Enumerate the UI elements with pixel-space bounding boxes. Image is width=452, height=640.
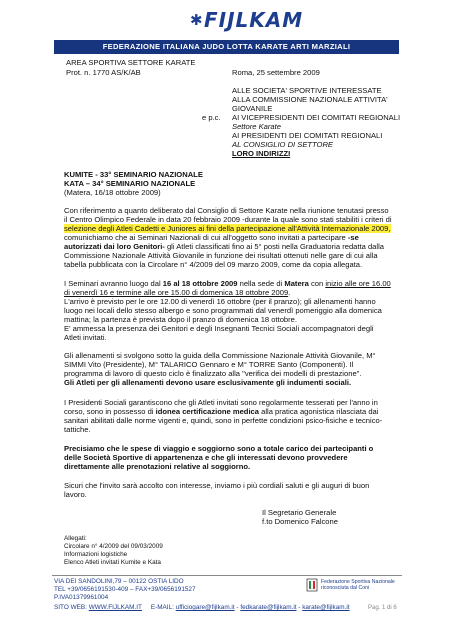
body-line: sanitari abilitati dalle norme vigenti e, quindi, sono in perfette condizioni psico-fisiche e tecnico- xyxy=(64,416,383,425)
email-link[interactable]: fedkarate@fijlkam.it xyxy=(240,604,297,611)
body-line: I Seminari avranno luogo dal 16 al 18 ottobre 2009 nella sede di Matera con inizio alle ore 16.00 xyxy=(64,279,391,288)
body-line: delle Società Sportive di appartenenza e che gli interessati devono provvedere xyxy=(64,453,348,462)
recipient-line: ALLE SOCIETA' SPORTIVE INTERESSATE xyxy=(232,86,382,95)
coni-label: riconosciuta dal Coni xyxy=(321,585,370,591)
email-link[interactable]: ufficiogare@fijlkam.it xyxy=(175,604,235,611)
body-line: corso, sono in possesso di idonea certificazione medica alla pratica agonistica rilasciata dai xyxy=(64,407,379,416)
footer-contacts: SITO WEB: WWW.FIJLKAM.IT E-MAIL: ufficiogare@fijlkam.it - fedkarate@fijlkam.it - karate@fijlkam.it xyxy=(54,604,350,611)
coni-label: Federazione Sportiva Nazionale xyxy=(321,579,395,585)
body-line: Gli allenamenti si svolgono sotto la guida della Commissione Nazionale Attività Giovanile, M° xyxy=(64,351,376,360)
attachments-title: Allegati: xyxy=(64,535,87,542)
footer-divider xyxy=(52,575,402,576)
attachment-item: Circolare n° 4/2009 del 09/03/2009 xyxy=(64,543,163,550)
coni-logo-icon xyxy=(306,578,318,592)
logo-text: FIJLKAM xyxy=(204,8,304,32)
email-link[interactable]: karate@fijlkam.it xyxy=(302,604,350,611)
body-line: I Presidenti Sociali garantiscono che gli Atleti invitati sono regolarmente tesserati per l'anno in xyxy=(64,398,378,407)
recipient-line: LORO INDIRIZZI xyxy=(232,149,291,158)
body-line: di venerdì 16 e termine alle ore 15.00 di domenica 18 ottobre 2009. xyxy=(64,288,291,297)
page-number: Pag. 1 di 6 xyxy=(368,605,397,611)
sector-label: AREA SPORTIVA SETTORE KARATE xyxy=(66,58,196,67)
recipient-line: ALLA COMMISSIONE NAZIONALE ATTIVITA' xyxy=(232,95,388,104)
star-icon: ✱ xyxy=(190,12,203,29)
body-line: Atleti invitati. xyxy=(64,333,107,342)
recipient-line: GIOVANILE xyxy=(232,104,273,113)
body-line: E' ammessa la presenza dei Genitori e degli Insegnanti Tecnici Sociali accompagnatori degli xyxy=(64,324,374,333)
body-line: programma di lavoro di questo ciclo è finalizzato alla "verifica dei modelli di prestazione". xyxy=(64,369,362,378)
signature-name: f.to Domenico Falcone xyxy=(262,517,338,526)
body-line: direttamente alle prenotazioni relative al soggiorno. xyxy=(64,462,251,471)
body-line: Gli Atleti per gli allenamenti devono usare esclusivamente gli indumenti sociali. xyxy=(64,378,352,387)
body-line: il Centro Olimpico Federale in data 20 febbraio 2009 -durante la quale sono stati stabiliti i criteri di xyxy=(64,215,392,224)
recipient-line: Settore Karate xyxy=(232,122,281,131)
subject-line: KUMITE - 33° SEMINARIO NAZIONALE xyxy=(64,170,203,179)
body-line: luogo nei locali dello stesso albergo e sono programmati dal venerdì pomeriggio alla domenica xyxy=(64,306,382,315)
highlighted-text: selezione degli Atleti Cadetti e Juniores ai fini della partecipazione all'Attività Internazionale 2009, xyxy=(64,224,391,233)
body-line: tattiche. xyxy=(64,425,91,434)
ep-c-label: e p.c. xyxy=(202,113,221,122)
attachment-item: Informazioni logistiche xyxy=(64,551,128,558)
body-line: Sicuri che l'invito sarà accolto con interesse, inviamo i più cordiali saluti e gli auguri di buon xyxy=(64,481,370,490)
subject-line: (Matera, 16/18 ottobre 2009) xyxy=(64,188,161,197)
body-line: L'arrivo è previsto per le ore 12.00 di venerdì 16 ottobre (per il pranzo); gli allenamenti hanno xyxy=(64,297,376,306)
protocol-number: Prot. n. 1770 AS/K/AB xyxy=(66,68,141,77)
body-line: Precisiamo che le spese di viaggio e soggiorno sono a totale carico dei partecipanti o xyxy=(64,444,374,453)
recipient-line: AI PRESIDENTI DEI COMITATI REGIONALI xyxy=(232,131,383,140)
body-line: SIMMI Vito (Presidente), M° TALARICO Gennaro e M° TORRE Santo (Componenti). Il xyxy=(64,360,354,369)
recipient-line: AI VICEPRESIDENTI DEI COMITATI REGIONALI xyxy=(232,113,401,122)
website-link[interactable]: WWW.FIJLKAM.IT xyxy=(88,604,142,611)
footer-address: VIA DEI SANDOLINI,79 – 00122 OSTIA LIDO xyxy=(54,578,184,585)
body-line: autorizzati dai loro Genitori- gli Atleti classificati fino ai 5° posti nella Graduatoria redatta dalla xyxy=(64,242,384,251)
body-line: comunichiamo che ai Seminari Nazionali di cui all'oggetto sono invitati a partecipare -se xyxy=(64,233,359,242)
footer-piva: P.IVA01379961004 xyxy=(54,594,109,601)
place-date: Roma, 25 settembre 2009 xyxy=(232,68,320,77)
body-line: Commissione Nazionale Attività Giovanile in funzione dei risultati ottenuti nelle gare di cui alla xyxy=(64,251,378,260)
recipient-line: AL CONSIGLIO DI SETTORE xyxy=(232,140,333,149)
federation-banner: FEDERAZIONE ITALIANA JUDO LOTTA KARATE ARTI MARZIALI xyxy=(54,40,399,54)
body-line: mattina; la partenza è prevista dopo il pranzo di domenica 18 ottobre. xyxy=(64,315,298,324)
attachment-item: Elenco Atleti invitati Kumite e Kata xyxy=(64,559,161,566)
footer-phone: TEL +39/0656191530-409 – FAX+39/0656191527 xyxy=(54,586,196,593)
body-line: lavoro. xyxy=(64,490,87,499)
fijlkam-logo xyxy=(190,8,316,34)
subject-line: KATA – 34° SEMINARIO NAZIONALE xyxy=(64,179,196,188)
body-line: tabella pubblicata con la Circolare n° 4/2009 del 09 marzo 2009, come da copia allegata. xyxy=(64,260,363,269)
body-line: Con riferimento a quanto deliberato dal Consiglio di Settore Karate nella riunione tenutasi presso xyxy=(64,206,389,215)
signature-title: Il Segretario Generale xyxy=(262,508,337,517)
